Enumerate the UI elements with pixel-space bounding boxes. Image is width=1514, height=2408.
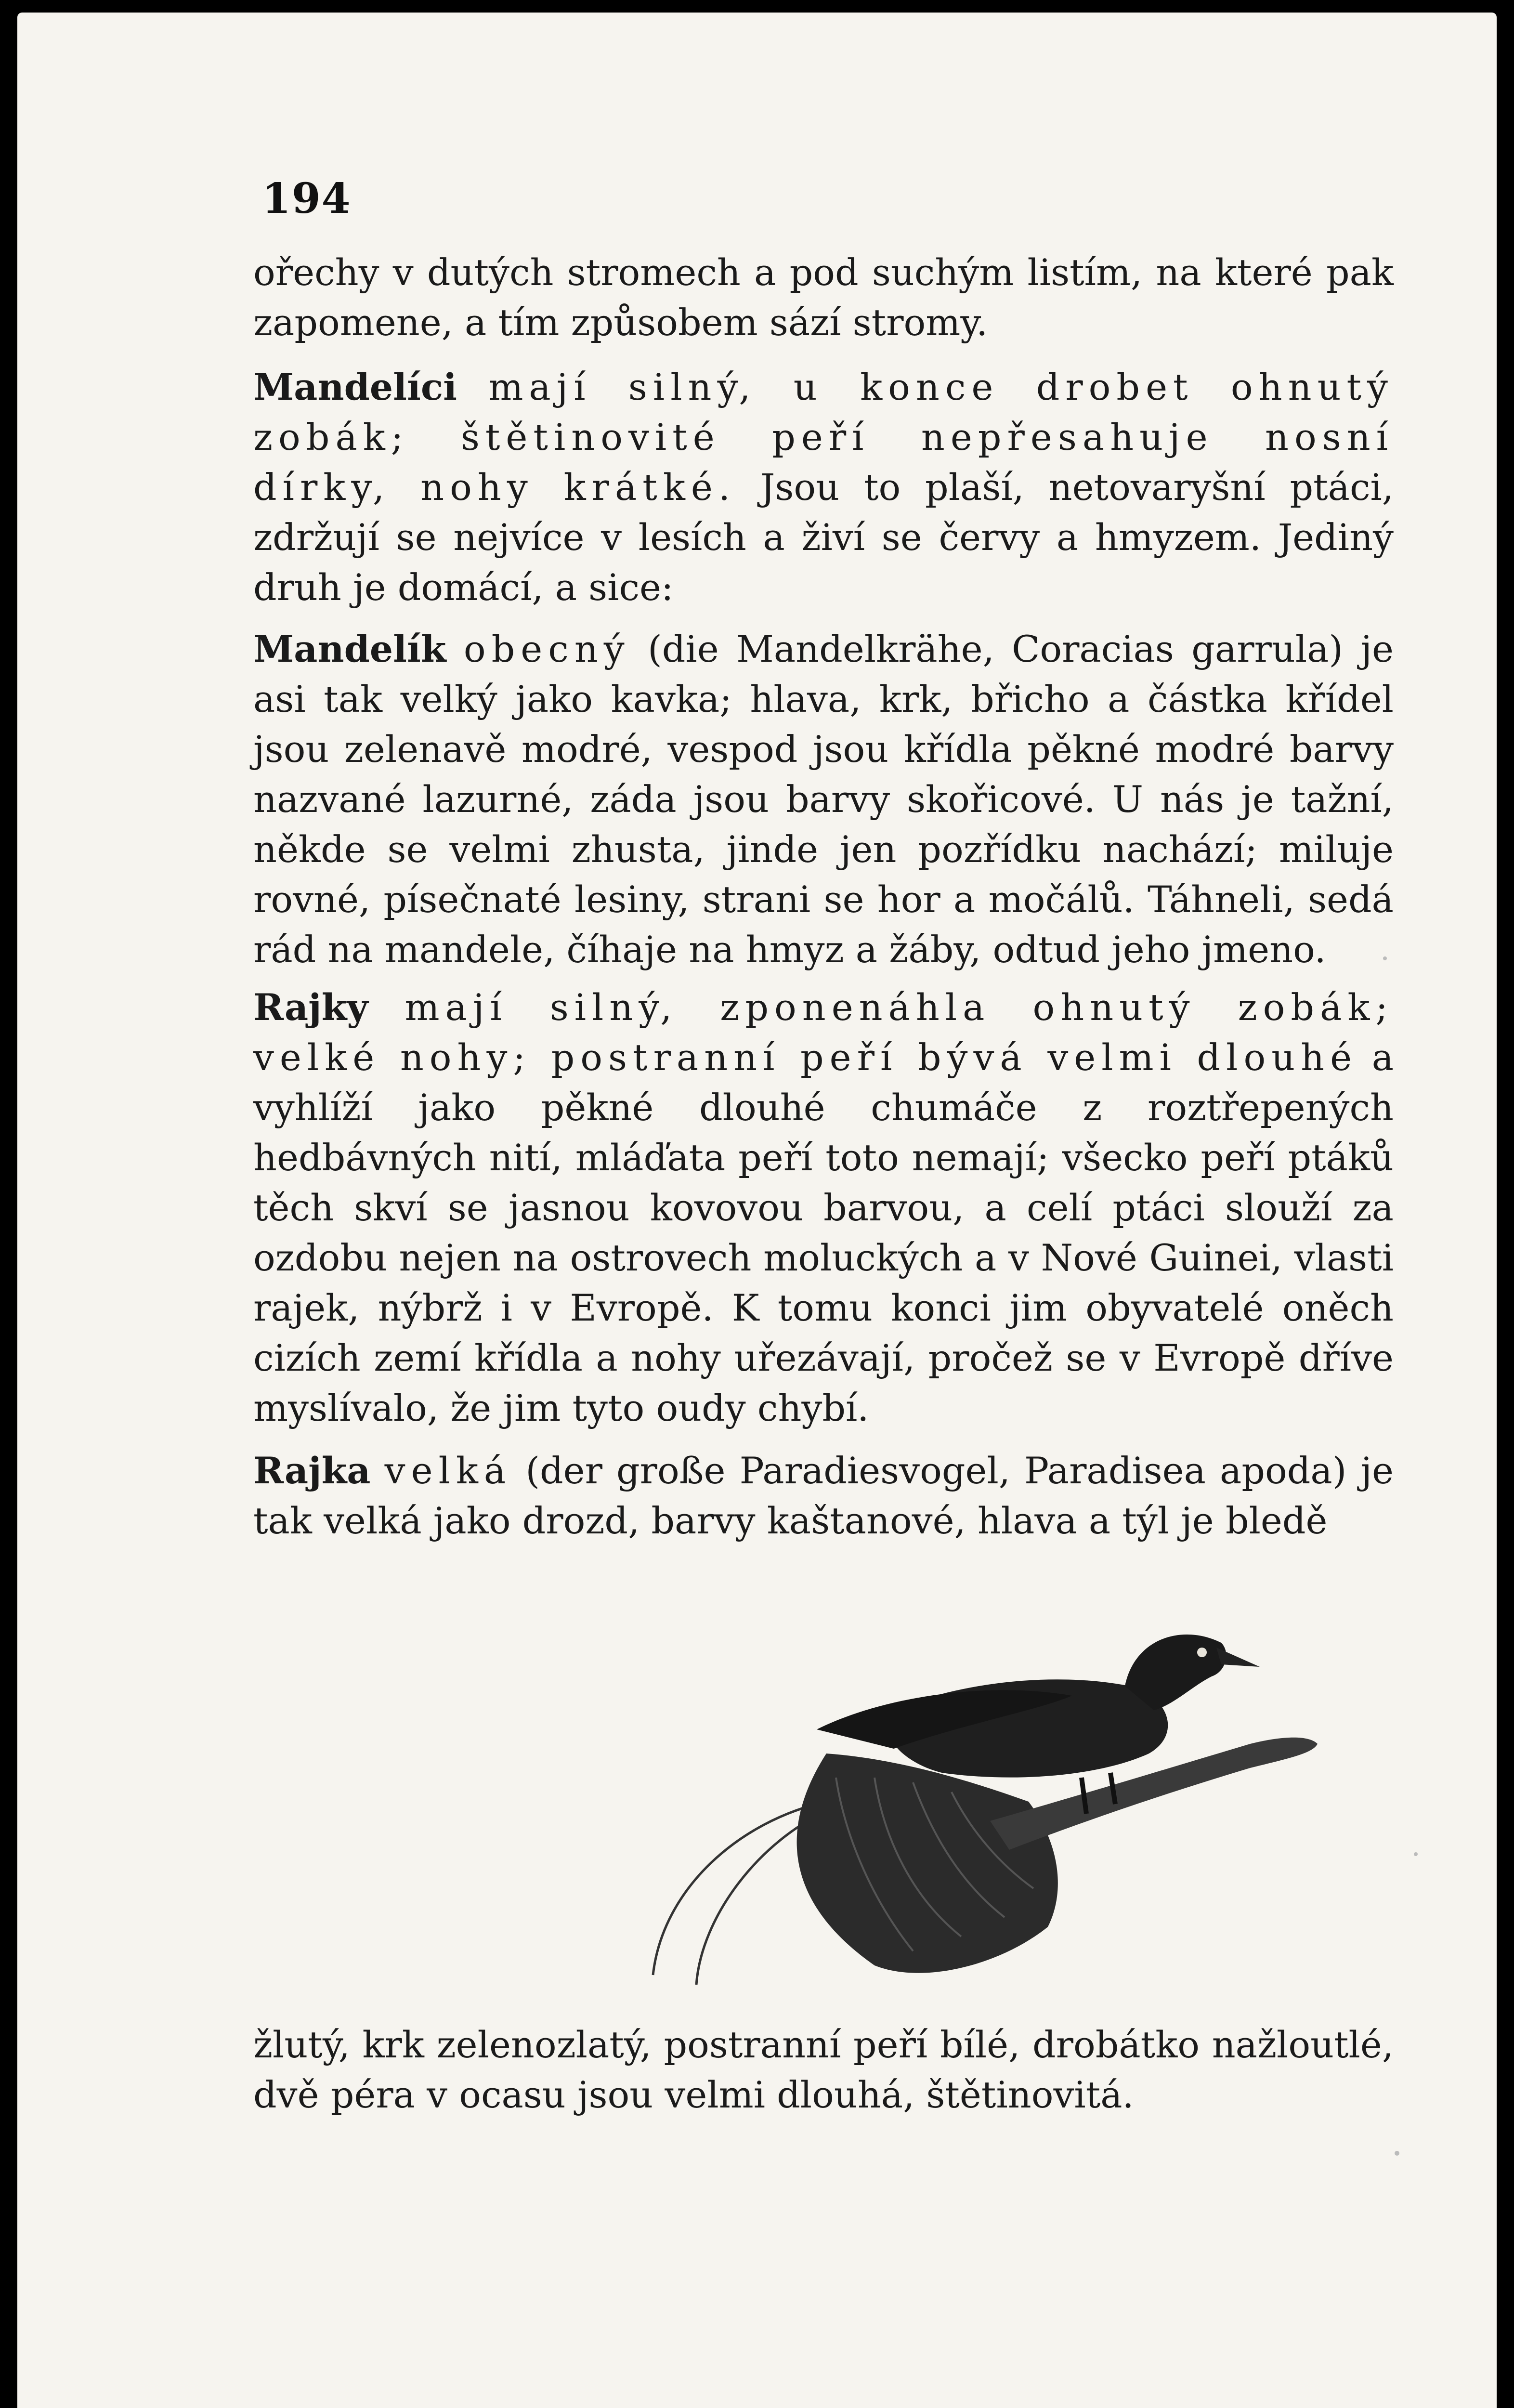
spaced-text: obecný <box>463 628 630 670</box>
term-rajka: Rajka <box>253 1449 371 1492</box>
paragraph-mandelici <box>253 362 1394 613</box>
paper-speck <box>1414 1852 1418 1856</box>
paragraph-colors: žlutý, krk zelenozlatý, postranní peří bílé, drobátko nažloutlé, dvě péra v ocasu jsou velmi dlouhá, štětinovitá. <box>253 2023 1394 2116</box>
spaced-text: mají silný, zponenáhla ohnutý zobák; velké nohy; postranní peří bývá velmi dlouhé <box>253 986 1394 1079</box>
paragraph-rajky <box>253 982 1394 1433</box>
paragraph-mandelik <box>253 624 1394 975</box>
paragraph-rajka <box>253 1446 1394 1546</box>
paragraph-text: a vyhlíží jako pěkné dlouhé chumáče z roztřepených hedbávných nití, mláďata peří toto nemají; všecko peří ptáků těch skví se jasnou kovovou barvou, a celí ptáci slouží za ozdobu nejen na ostrovech moluckých a v Nové Guinei, vlasti rajek, nýbrž i v Evropě. K tomu konci jim obyvatelé oněch cizích zemí křídla a nohy uřezávají, pročež se v Evropě dříve myslívalo, že jim tyto oudy chybí. <box>253 1036 1394 1429</box>
term-mandelici: Mandelíci <box>253 366 457 408</box>
paragraph-text: (der große Paradiesvogel, Paradisea apoda) je tak velká jako drozd, barvy kaštanové, hlava a týl je bledě <box>253 1449 1394 1542</box>
spaced-text: mají silný, u konce drobet ohnutý zobák; štětinovité peří nepřesahuje nosní dírky, nohy krátké. <box>253 366 1394 509</box>
bird-beak <box>1216 1648 1260 1667</box>
term-mandelik: Mandelík <box>253 628 446 670</box>
flank-plumes <box>797 1754 1058 1973</box>
paper-speck <box>1395 2151 1399 2156</box>
paragraph-text: (die Mandelkrähe, Coracias garrula) je asi tak velký jako kavka; hlava, krk, břicho a částka křídel jsou zelenavě modré, vespod jsou křídla pěkné modré barvy nazvané lazurné, záda jsou barvy skořicové. U nás je tažní, někde se velmi zhusta, jinde jen pozřídku nachází; miluje rovné, písečnaté lesiny, strani se hor a močálů. Táhneli, sedá rád na mandele, číhaje na hmyz a žáby, odtud jeho jmeno. <box>253 628 1394 971</box>
spaced-text: velká <box>384 1449 512 1492</box>
paragraph-text: Jsou to plaší, netovaryšní ptáci, zdržují se nejvíce v lesích a živí se červy a hmyzem. Jediný druh je domácí, a sice: <box>253 466 1394 609</box>
page-number: 194 <box>262 174 352 223</box>
bird-of-paradise-illustration <box>624 1551 1395 1985</box>
paper-speck <box>1383 956 1387 960</box>
book-page <box>17 13 1497 2408</box>
term-rajky: Rajky <box>253 986 368 1029</box>
paragraph-nuts: ořechy v dutých stromech a pod suchým listím, na které pak zapomene, a tím způsobem sází stromy. <box>253 251 1394 344</box>
bird-eye <box>1197 1648 1207 1657</box>
